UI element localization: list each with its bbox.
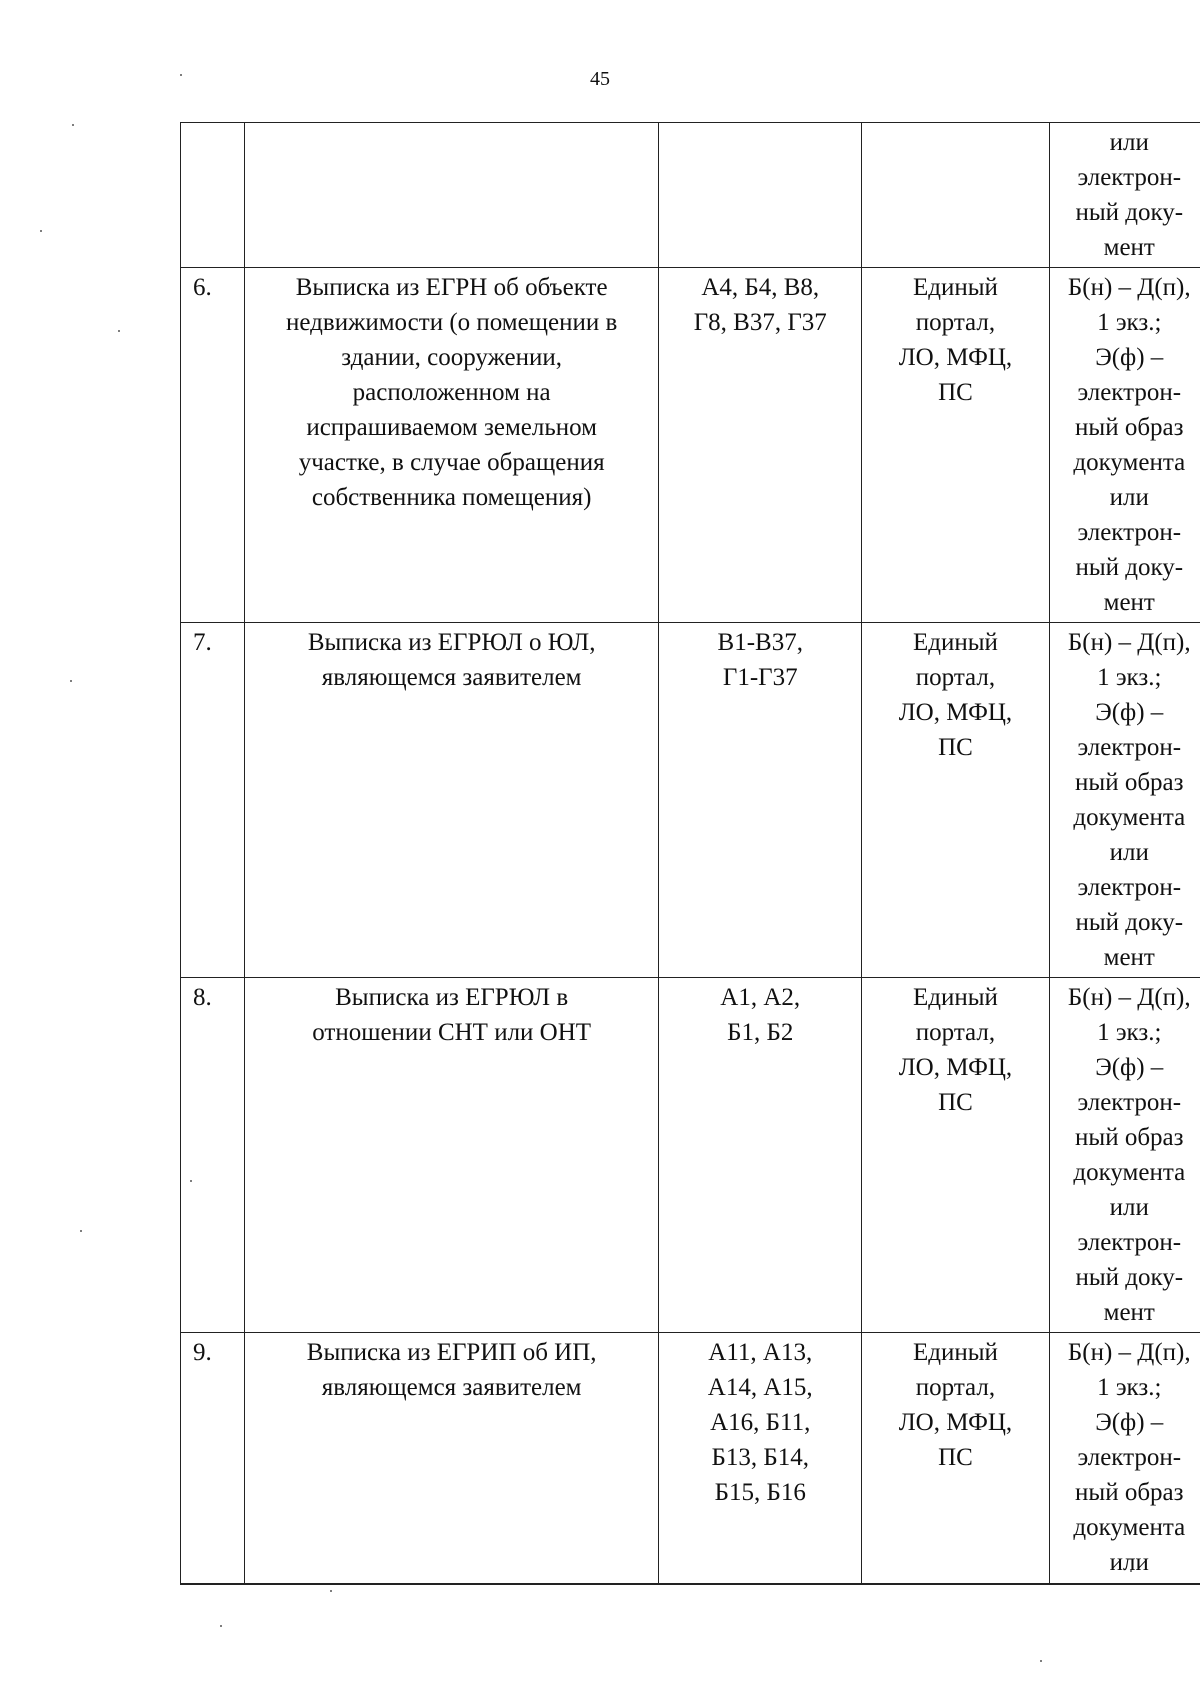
scan-speck <box>72 124 74 126</box>
scan-speck <box>40 230 42 232</box>
cell-line: Э(ф) – <box>1095 344 1164 371</box>
document-name-cell <box>245 978 659 1333</box>
cell-line: Б(н) – Д(п), <box>1067 274 1191 301</box>
cell-line: мент <box>1103 234 1155 261</box>
cell-line: Единый <box>912 274 998 301</box>
cell-line: электрон- <box>1077 1229 1182 1256</box>
row-number-cell: 6. <box>181 268 245 623</box>
cell-line: документа <box>1073 449 1186 476</box>
cell-line: Б(н) – Д(п), <box>1067 1339 1191 1366</box>
cell-line: ПС <box>938 1444 973 1471</box>
cell-line: А14, А15, <box>707 1374 813 1401</box>
cell-line: мент <box>1103 1299 1155 1326</box>
document-name-cell <box>245 268 659 623</box>
submission-channel-cell <box>862 623 1049 978</box>
document-form-cell <box>1049 978 1200 1333</box>
applicant-category-cell <box>659 623 862 978</box>
document-form-cell <box>1049 623 1200 978</box>
cell-line: или <box>1109 839 1149 866</box>
cell-line: Г1-Г37 <box>722 664 798 691</box>
cell-line: здании, сооружении, <box>341 344 563 371</box>
cell-line: Единый <box>912 1339 998 1366</box>
cell-line: ПС <box>938 1089 973 1116</box>
scan-speck <box>70 680 72 682</box>
cell-line: ЛО, МФЦ, <box>898 1054 1013 1081</box>
cell-line: испрашиваемом земельном <box>306 414 597 441</box>
cell-line: Б15, Б16 <box>714 1479 806 1506</box>
cell-line: электрон- <box>1077 1089 1182 1116</box>
cell-line: ный доку- <box>1075 909 1184 936</box>
cell-line: электрон- <box>1077 164 1182 191</box>
cell-line: Э(ф) – <box>1095 1409 1164 1436</box>
cell-line: Б13, Б14, <box>711 1444 809 1471</box>
scan-speck <box>1040 1660 1042 1662</box>
cell-line: электрон- <box>1077 734 1182 761</box>
row-number-cell: 7. <box>181 623 245 978</box>
submission-channel-cell <box>862 268 1049 623</box>
cell-line: Б1, Б2 <box>727 1019 794 1046</box>
cell-line: Выписка из ЕГРН об объекте <box>295 274 608 301</box>
cell-line: Э(ф) – <box>1095 699 1164 726</box>
row-number-cell: 8. <box>181 978 245 1333</box>
cell-line: ПС <box>938 379 973 406</box>
submission-channel-cell <box>862 1333 1049 1584</box>
table-row <box>181 268 1200 623</box>
cell-line: ЛО, МФЦ, <box>898 344 1013 371</box>
scan-speck <box>220 1625 222 1627</box>
cell-line: портал, <box>915 309 996 336</box>
continuation-row <box>181 123 1200 268</box>
table-row <box>181 1333 1200 1584</box>
table-row <box>181 623 1200 978</box>
cell-line: 1 экз.; <box>1097 1019 1162 1046</box>
documents-table <box>180 122 1200 1585</box>
cell-line: или <box>1109 129 1149 156</box>
cell-line: портал, <box>915 1019 996 1046</box>
cell-line: Выписка из ЕГРЮЛ в <box>335 984 569 1011</box>
cell-line: портал, <box>915 1374 996 1401</box>
applicant-category-cell <box>659 268 862 623</box>
cell-line: ПС <box>938 734 973 761</box>
cell-line: недвижимости (о помещении в <box>286 309 618 336</box>
cell-line: электрон- <box>1077 379 1182 406</box>
document-form-cell <box>1049 123 1200 268</box>
cell-line: В1-В37, <box>717 629 803 656</box>
cell-line: Единый <box>912 629 998 656</box>
cell-line: электрон- <box>1077 1444 1182 1471</box>
scan-speck <box>80 1230 82 1232</box>
cell-line: 1 экз.; <box>1097 664 1162 691</box>
table-body <box>181 123 1200 1584</box>
scan-speck <box>330 1590 332 1592</box>
cell-line: Г8, В37, Г37 <box>693 309 827 336</box>
applicant-category-cell <box>659 123 862 268</box>
cell-line: электрон- <box>1077 519 1182 546</box>
cell-line: или <box>1109 1549 1149 1576</box>
cell-line: участке, в случае обращения <box>298 449 605 476</box>
cell-line: Единый <box>912 984 998 1011</box>
cell-line: ЛО, МФЦ, <box>898 699 1013 726</box>
cell-line: ный доку- <box>1075 554 1184 581</box>
row-number-cell <box>181 123 245 268</box>
cell-line: ный образ <box>1075 1479 1184 1506</box>
cell-line: или <box>1109 484 1149 511</box>
cell-line: А11, А13, <box>708 1339 813 1366</box>
cell-line: документа <box>1073 1159 1186 1186</box>
scan-speck <box>118 330 120 332</box>
cell-line: документа <box>1073 804 1186 831</box>
document-form-cell <box>1049 268 1200 623</box>
scan-speck <box>180 74 182 76</box>
cell-line: ЛО, МФЦ, <box>898 1409 1013 1436</box>
cell-line: 1 экз.; <box>1097 1374 1162 1401</box>
document-form-cell <box>1049 1333 1200 1584</box>
applicant-category-cell <box>659 1333 862 1584</box>
cell-line: электрон- <box>1077 874 1182 901</box>
cell-line: А16, Б11, <box>710 1409 811 1436</box>
cell-line: документа <box>1073 1514 1186 1541</box>
document-name-cell <box>245 623 659 978</box>
cell-line: ный доку- <box>1075 1264 1184 1291</box>
cell-line: А1, А2, <box>720 984 801 1011</box>
cell-line: ный образ <box>1075 1124 1184 1151</box>
cell-line: Выписка из ЕГРИП об ИП, <box>306 1339 597 1366</box>
cell-line: Э(ф) – <box>1095 1054 1164 1081</box>
document-name-cell <box>245 1333 659 1584</box>
cell-line: мент <box>1103 589 1155 616</box>
cell-line: расположенном на <box>352 379 551 406</box>
cell-line: отношении СНТ или ОНТ <box>312 1019 592 1046</box>
cell-line: портал, <box>915 664 996 691</box>
cell-line: Выписка из ЕГРЮЛ о ЮЛ, <box>307 629 596 656</box>
row-number-cell: 9. <box>181 1333 245 1584</box>
cell-line: собственника помещения) <box>311 484 592 511</box>
cell-line: Б(н) – Д(п), <box>1067 629 1191 656</box>
cell-line: мент <box>1103 944 1155 971</box>
submission-channel-cell <box>862 123 1049 268</box>
cell-line: 1 экз.; <box>1097 309 1162 336</box>
cell-line: А4, Б4, В8, <box>701 274 820 301</box>
document-name-cell <box>245 123 659 268</box>
page-number: 45 <box>590 68 610 90</box>
cell-line: Б(н) – Д(п), <box>1067 984 1191 1011</box>
cell-line: являющемся заявителем <box>321 1374 582 1401</box>
cell-line: являющемся заявителем <box>321 664 582 691</box>
applicant-category-cell <box>659 978 862 1333</box>
submission-channel-cell <box>862 978 1049 1333</box>
cell-line: ный доку- <box>1075 199 1184 226</box>
cell-line: ный образ <box>1075 414 1184 441</box>
table-row <box>181 978 1200 1333</box>
cell-line: или <box>1109 1194 1149 1221</box>
cell-line: ный образ <box>1075 769 1184 796</box>
